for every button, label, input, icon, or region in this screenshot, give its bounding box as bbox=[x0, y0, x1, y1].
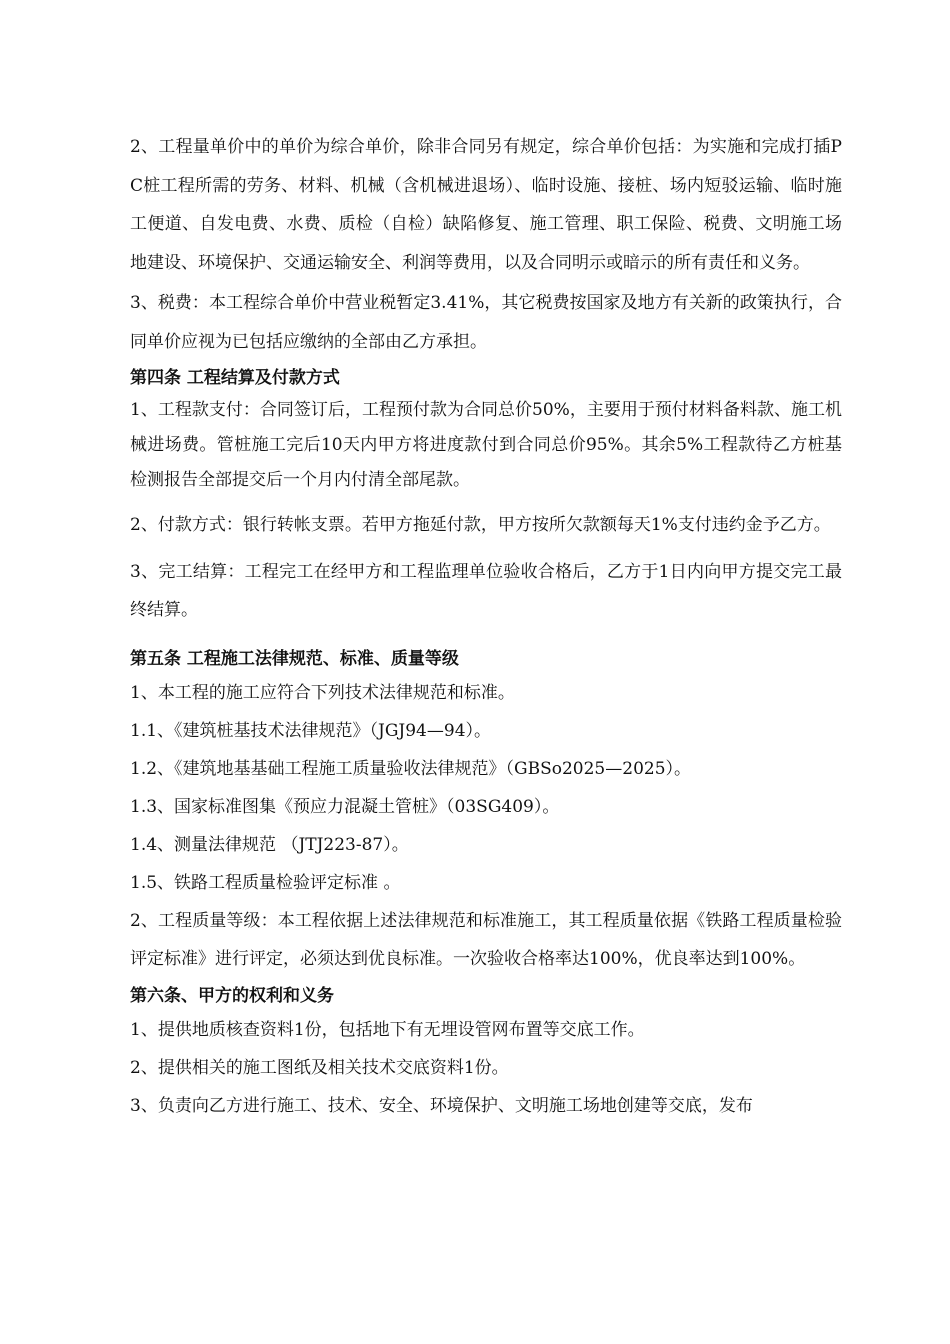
clause-6-item-2: 2、提供相关的施工图纸及相关技术交底资料1份。 bbox=[130, 1057, 509, 1078]
clause-4-item-3: 3、完工结算：工程完工在经甲方和工程监理单位验收合格后，乙方于1日内向甲方提交完工最终结算。 bbox=[130, 561, 842, 620]
clause-5-item-1: 1、本工程的施工应符合下列技术法律规范和标准。 bbox=[130, 682, 515, 703]
standard-item: 1.5、铁路工程质量检验评定标准 。 bbox=[130, 872, 401, 893]
standard-item: 1.1、《建筑桩基技术法律规范》（JGJ94—94）。 bbox=[130, 720, 492, 741]
standard-item: 1.2、《建筑地基基础工程施工质量验收法律规范》（GBSo2025—2025）。 bbox=[130, 758, 692, 779]
clause-5-item-2: 2、工程质量等级：本工程依据上述法律规范和标准施工，其工程质量依据《铁路工程质量检验评定标准》进行评定，必须达到优良标准。一次验收合格率达100%，优良率达到100%。 bbox=[130, 910, 842, 969]
document-page bbox=[130, 128, 842, 1125]
section-6-heading: 第六条、甲方的权利和义务 bbox=[130, 985, 334, 1006]
standard-item: 1.3、国家标准图集《预应力混凝土管桩》（03SG409）。 bbox=[130, 796, 560, 817]
section-4-heading: 第四条 工程结算及付款方式 bbox=[130, 368, 340, 388]
standard-item: 1.4、测量法律规范 （JTJ223-87）。 bbox=[130, 834, 409, 855]
clause-6-item-3: 3、负责向乙方进行施工、技术、安全、环境保护、文明施工场地创建等交底，发布 bbox=[130, 1095, 753, 1116]
clause-3-item-3: 3、税费：本工程综合单价中营业税暂定3.41%，其它税费按国家及地方有关新的政策执行，合同单价应视为已包括应缴纳的全部由乙方承担。 bbox=[130, 293, 842, 352]
clause-4-item-2: 2、付款方式：银行转帐支票。若甲方拖延付款，甲方按所欠款额每天1%支付违约金予乙方。 bbox=[130, 515, 831, 535]
clause-6-item-1: 1、提供地质核查资料1份，包括地下有无埋设管网布置等交底工作。 bbox=[130, 1019, 645, 1040]
section-5-heading: 第五条 工程施工法律规范、标准、质量等级 bbox=[130, 648, 459, 669]
clause-3-item-2: 2、工程量单价中的单价为综合单价，除非合同另有规定，综合单价包括：为实施和完成打插PC桩工程所需的劳务、材料、机械（含机械进退场）、临时设施、接桩、场内短驳运输、临时施工便道、自发电费、水费、质检（自检）缺陷修复、施工管理、职工保险、税费、文明施工场地建设、环境保护、交通运输安全、利润等费用，以及合同明示或暗示的所有责任和义务。 bbox=[130, 137, 842, 273]
clause-4-item-1: 1、工程款支付：合同签订后，工程预付款为合同总价50%，主要用于预付材料备料款、施工机械进场费。管桩施工完后10天内甲方将进度款付到合同总价95%。其余5%工程款待乙方桩基检测报告全部提交后一个月内付清全部尾款。 bbox=[130, 400, 842, 490]
